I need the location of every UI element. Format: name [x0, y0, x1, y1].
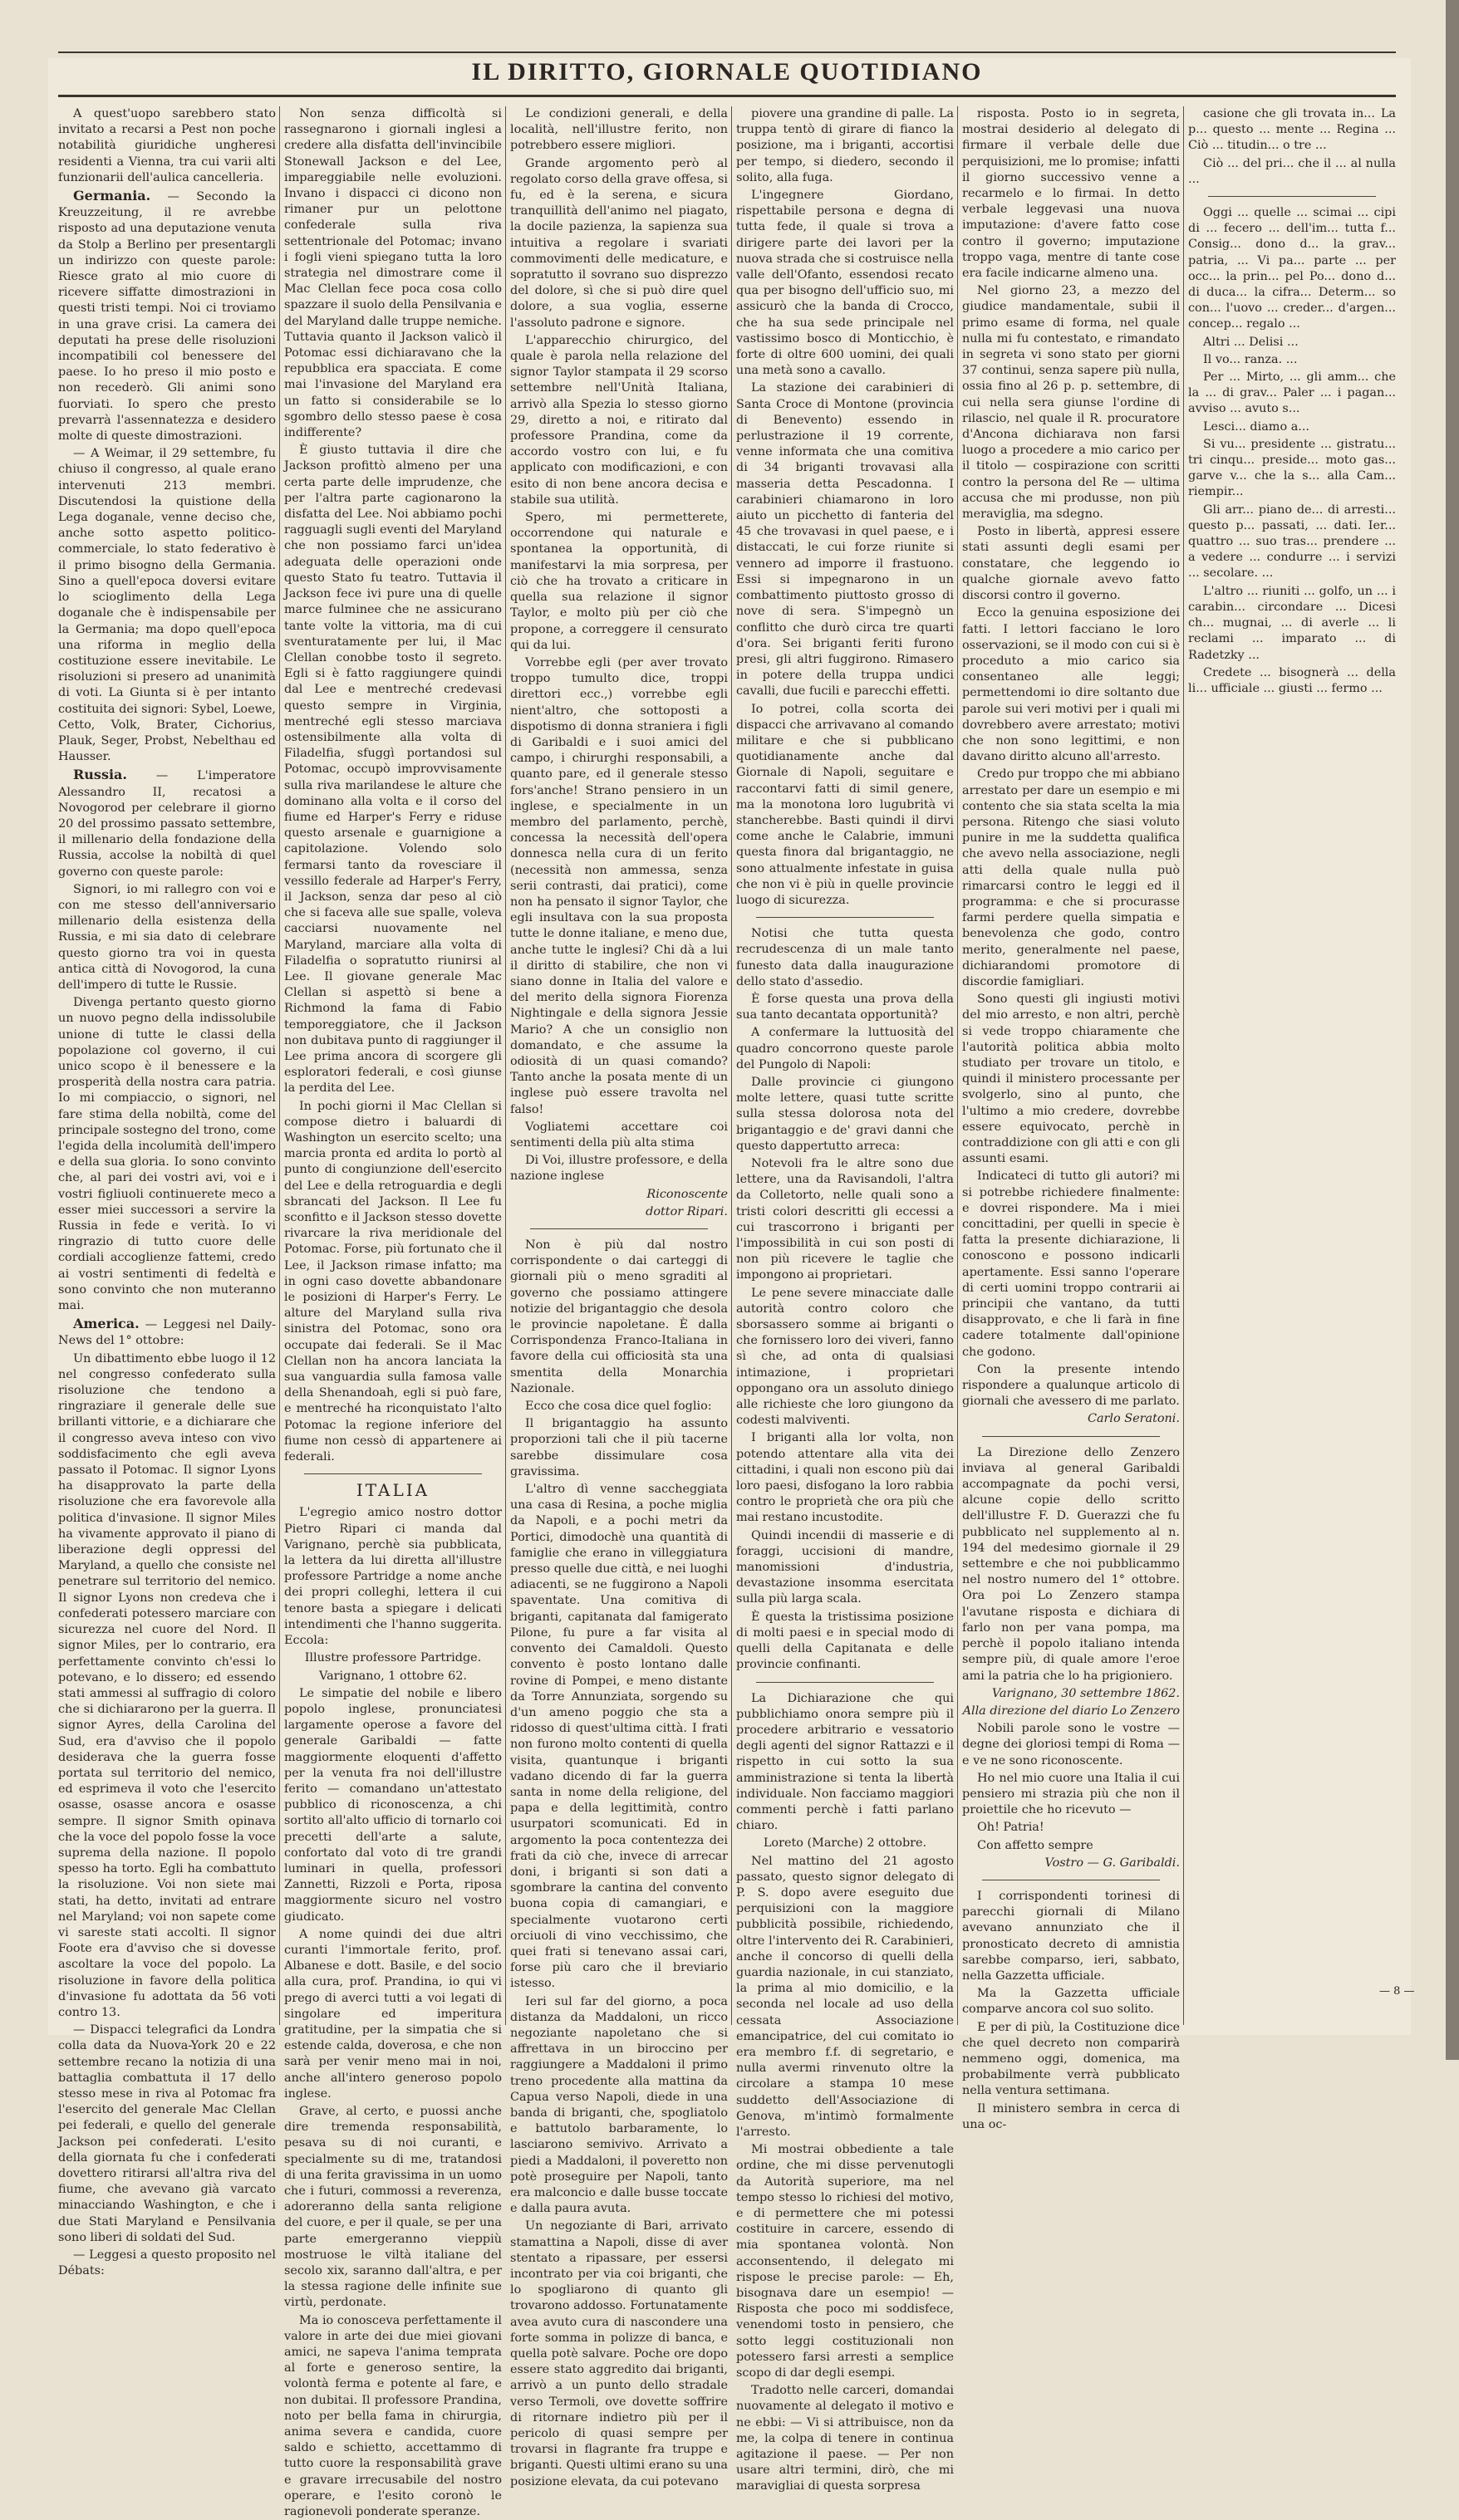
paragraph: Sono questi gli ingiusti motivi del mio arresto, e non altri, perchè si vede troppo chiaramente che l'autorità politica abbia molto studiato per trovare un titolo, e quindi il ministero processante per svolgerlo, sino al punto, che l'ultimo a mio credere, dovrebbe essere equivocato, perchè in contraddizione con gli atti e con gli assunti esami.	[962, 993, 1180, 1166]
paragraph: Oh! Patria!	[977, 1821, 1044, 1835]
section-title-italia: ITALIA	[356, 1480, 430, 1501]
paragraph: Posto in libertà, appresi essere stati assunti degli esami per constatare, che leggendo io qualche giornale avevo fatto discorsi contro il governo.	[962, 525, 1180, 603]
paragraph-text: — Leggesi nel Daily-News del 1° ottobre:	[58, 1318, 276, 1348]
paragraph: Lesci... diamo a...	[1203, 419, 1309, 434]
section-rule	[1208, 196, 1376, 197]
paragraph: È forse questa una prova della sua tanto decantata opportunità?	[736, 992, 954, 1022]
paragraph: A confermare la luttuosità del quadro concorrono queste parole del Pungolo di Napoli:	[736, 1026, 954, 1071]
column-divider	[279, 106, 280, 2025]
paragraph: L'altro dì venne saccheggiata una casa di Resina, a poche miglia da Napoli, e a pochi metri da Portici, dimodochè una quantità di famiglie che erano in villeggiatura presso quelle due città, e nei luoghi adiacenti, se ne fuggirono a Napoli spaventate. Una comitiva di briganti, capitanata dal famigerato Pilone, fu pure a far visita al convento dei Camaldoli. Questo convento è posto lontano dalle rovine di Pompei, e meno distante da Torre Annunziata, sorgendo su d'un ameno poggio che sta a ridosso di quest'ultima città. I frati non furono molto contenti di quella visita, quantunque i briganti vadano dicendo di far la guerra santa in nome della religione, del papa e della legittimità, contro usurpatori scomunicati. Ed in argomento la poca contentezza dei frati da ciò che, invece di arrecar doni, i briganti si son dati a sgombrare la cantina del convento buona copia di camangiari, e specialmente vuotarono certi orciuoli di vino vecchissimo, che quei frati si tenevano assai cari, forse più caro che il breviario istesso.	[510, 1483, 728, 1991]
masthead-title: IL DIRITTO, GIORNALE QUOTIDIANO	[471, 58, 983, 86]
masthead-rule-bottom	[58, 95, 1396, 97]
paragraph: I corrispondenti torinesi di parecchi giornali di Milano avevano annunziato che il pronosticato decreto di amnistia sarebbe comparso, ieri, sabbato, nella Gazzetta ufficiale.	[962, 1889, 1180, 1983]
paragraph: Nobili parole sono le vostre — degne dei gloriosi tempi di Roma — e ve ne sono riconoscente.	[962, 1722, 1180, 1767]
paragraph: Credete ... bisognerà ... della li... ufficiale ... giusti ... fermo ...	[1188, 665, 1396, 695]
paragraph: Grande argomento però al regolato corso della grave offesa, si fu, ed è la serena, e sicura tranquillità dell'animo nel piagato, la docile pazienza, la sapienza sua intuitiva a regolare i svariati commovimenti delle medicature, e sopratutto il sovrano suo disprezzo del dolore, sì che si può dire quel dolore, a sua voglia, esserne l'assoluto padrone e signore.	[510, 156, 728, 330]
binding-edge-shadow	[1446, 0, 1459, 2060]
paragraph: Spero, mi permetterete, occorrendone qui naturale e spontanea la opportunità, di manifestarvi la mia sorpresa, per ciò che ha trovato a criticare in quella sua relazione il signor Taylor, e molto più per ciò che propone, a correggere il censurato qui da lui.	[510, 511, 728, 652]
section-rule	[530, 1228, 708, 1229]
paragraph: I briganti alla lor volta, non potendo attentare alla vita dei cittadini, i quali non escono più dai loro paesi, disfogano la loro rabbia contro le proprietà che ora più che mai restano incustodite.	[736, 1431, 954, 1525]
paragraph: Si vu... presidente ... gistratu... tri cinqu... preside... moto gas... garve v... che la s... alla Cam... riempir...	[1188, 437, 1396, 499]
paragraph: Credo pur troppo che mi abbiano arrestato per dare un esempio e mi contento che sia stata scelta la mia persona. Ritengo che siasi voluto punire in me la suddetta qualifica che avevo nella associazione, negli atti della quale nulla può rimarcarsi contro le leggi ed il programma: e che si procurasse farmi perdere quella simpatia e benevolenza che godo, contro merito, generalmente nel paese, dichiarandomi promotore di discordie famigliari.	[962, 767, 1180, 988]
paragraph: Notisi che tutta questa recrudescenza di un male tanto funesto data dalla inaugurazione dello stato d'assedio.	[736, 927, 954, 988]
paragraph-text: — Secondo la Kreuzzeitung, il re avrebbe risposto ad una deputazione venuta da Stolp a Berlino per presentargli un indirizzo con queste parole: Riesce grato al mio cuore di ricevere siffatte dimostrazioni in questi tristi tempi. Noi ci troviamo in una grave crisi. La camera dei deputati ha prese delle risoluzioni incompatibili col benessere del paese. Io ho preso il mio posto e non recederò. Gli animi sono fuorviati. Io spero che presto prevarrà l'assennatezza e desidero molte di queste dimostrazioni.	[58, 190, 277, 444]
dateline: Loreto (Marche) 2 ottobre.	[763, 1836, 927, 1851]
paragraph: Le pene severe minacciate dalle autorità contro coloro che sborsassero somme ai briganti o che fornissero loro dei viveri, fanno sì che, ad onta di qualsiasi intimazione, i proprietari oppongano ora un assoluto diniego alle richieste che loro giungono da codesti malviventi.	[736, 1286, 954, 1428]
column-1	[58, 106, 277, 2278]
paragraph: Ieri sul far del giorno, a poca distanza da Maddaloni, un ricco negoziante napoletano che si affrettava in un biroccino per raggiungere a Maddaloni il primo treno procedente alla mattina da Capua verso Napoli, diede in una banda di briganti, che, spogliatolo e battutolo barbaramente, lo lasciarono semivivo. Arrivato a piedi a Maddaloni, il poveretto non potè proseguire per Napoli, tanto era malconcio e dalle busse toccate e dalla paura avuta.	[510, 1994, 728, 2216]
paragraph: Tradotto nelle carceri, domandai nuovamente al delegato il motivo e ne ebbi: — Vi si attribuisce, non da me, la colpa di tenere in continua agitazione il paese. — Per non usare altri termini, dirò, che mi maravigliai di questa sorpresa	[736, 2384, 954, 2493]
column-divider	[957, 106, 958, 2025]
section-rule	[756, 917, 934, 918]
section-rule	[982, 1436, 1160, 1437]
letter-dateline: Varignano, 1 ottobre 62.	[319, 1669, 467, 1683]
page-number: — 8 —	[1379, 1985, 1415, 1998]
paragraph: Per ... Mirto, ... gli amm... che la ... di grav... Paler ... i pagan... avviso ... avuto s...	[1188, 370, 1396, 416]
paragraph: Ecco la genuina esposizione dei fatti. I lettori facciano le loro osservazioni, se il modo con cui si è proceduto a mio carico sia consentaneo alle leggi; permettendomi io dire soltanto due parole sui veri motivi per i quali mi dovrebbero avere arrestato; motivi che non sono legittimi, e non davano diritto alcuno all'arresto.	[962, 606, 1180, 764]
paragraph: È giusto tuttavia il dire che Jackson profittò almeno per una certa parte delle imprudenze, che per l'altra parte cagionarono la disfatta del Lee. Noi abbiamo pochi ragguagli sugli eventi del Maryland che non possiamo farci un'idea adeguata delle operazioni onde questo Stato fu teatro. Tuttavia il Jackson fece ivi pure una di quelle marce fulminee che ne assicurano tante volte la vittoria, ma di cui sventuratamente per lui, il Mac Clellan conobbe tosto il segreto. Egli si è fatto raggiungere quindi dal Lee e mentreché credevasi questo sempre in Virginia, mentreché egli stesso marciava ostensibilmente alla volta di Filadelfia, sfuggì portandosi sul Potomac, occupò improvvisamente sulla riva marilandese le alture che dominano alla volta e il corso del fiume ed Harper's Ferry e riduse questo arsenale e guarnigione a capitolazione. Volendo solo fermarsi tanto da rovesciare il vessillo federale ad Harper's Ferry, il Jackson, senza dar peso al ciò che si faceva alle sue spalle, voleva cacciarsi nuovamente nel Maryland, marciare alla volta di Filadelfia o sopratutto riunirsi al Lee. Il giovane generale Mac Clellan si aspettò si bene a Richmond la fama di Fabio temporeggiatore, che il Jackson non dubitava punto di raggiunger il Lee prima ancora di scorgere gli esploratori federali, e così giunse la perdita del Lee.	[284, 444, 502, 1096]
paragraph: Ma io conosceva perfettamente il valore in arte dei due miei giovani amici, ne sapeva l'anima temprata al forte e generoso sentire, la volontà ferma e potente al fare, e non dubitai. Il professore Prandina, noto per bella fama in chirurgia, anima severa e candida, cuore saldo e schietto, accettammo di tutto cuore la responsabilità grave e gravare irrecusabile del nostro operare, e l'esito coronò le ragionevoli ponderate speranze.	[284, 2313, 502, 2519]
paragraph: In pochi giorni il Mac Clellan si compose dietro i baluardi di Washington un esercito scelto; una marcia pronta ed ardita lo portò al punto di congiunzione dell'esercito del Lee e della retroguardia e degli sbrancati del Jackson. Il Lee fu sconfitto e il Jackson stesso dovette rivarcare la riva meridionale del Potomac. Forse, più fortunato che il Lee, il Jackson rimase infatto; ma in ogni caso dovette abbandonare le posizioni di Harper's Ferry. Le alture del Maryland sulla riva sinistra del Potomac, sono ora occupate dai federali. Se il Mac Clellan non ha ancora lanciata la sua vanguardia sulla famosa valle della Shenandoah, egli si può fare, e mentreché ha riconquistato l'alto Potomac la regione inferiore del fiume non cessò di appartenere ai federali.	[284, 1099, 502, 1464]
paragraph: casione che gli trovata in... La p... questo ... mente ... Regina ... Ciò ... titudin... o tre ...	[1188, 107, 1396, 153]
paragraph: La Direzione dello Zenzero inviava al general Garibaldi accompagnate da pochi versi, alcune copie dello scritto dell'illustre F. D. Guerazzi che fu pubblicato nel supplemento al n. 194 del medesimo giornale il 29 settembre e che noi pubblicammo nel nostro numero del 1° ottobre. Ora poi Lo Zenzero stampa l'avutane risposta e dichiara di farlo non per vana pompa, ma perchè il popolo italiano intenda sempre più, di quale amore l'eroe ami la patria che lo ha prigioniero.	[962, 1445, 1180, 1683]
letter-salutation: Illustre professore Partridge.	[304, 1651, 482, 1665]
paragraph: Le condizioni generali, e della località, nell'illustre ferito, non potrebbero essere migliori.	[510, 107, 728, 153]
paragraph: — Leggesi a questo proposito nel Débats:	[58, 2248, 276, 2278]
paragraph: Grave, al certo, e puossi anche dire tremenda responsabilità, pesava su di noi curanti, e specialmente su di me, tratandosi di una ferita gravissima in un uomo che i futuri, commossi a reverenza, adoreranno della santa religione del cuore, e per il quale, se per una parte emergeranno vieppiù mostruose le viltà italiane del secolo xix, saranno dall'altra, e per la stessa ragione delle infinite sue virtù, perdonate.	[284, 2104, 502, 2310]
column-4	[736, 106, 954, 2493]
paragraph: Il ministero sembra in cerca di una oc-	[962, 2101, 1180, 2131]
paragraph: La stazione dei carabinieri di Santa Croce di Montone (provincia di Benevento) essendo in perlustrazione il 19 corrente, venne informata che una comitiva di 34 briganti trovavasi alla masseria detta Pescadonna. I carabinieri chiamarono in loro aiuto un picchetto di fanteria del 45 che trovavasi in quel paese, e i distaccati, le cui forze riunite si vennero ad imporre il frastuono. Essi si impegnarono in un combattimento piuttosto grosso di nove di sera. S'impegnò un conflitto che durò circa tre quarti d'ora. Sei briganti feriti furono presi, gli altri fuggirono. Rimasero in potere della truppa undici cavalli, due fucili e parecchi effetti.	[736, 381, 954, 699]
paragraph: L'apparecchio chirurgico, del quale è parola nella relazione del signor Taylor stampata il 29 scorso settembre nell'Unità Italiana, arrivò alla Spezia lo stesso giorno 29, diretto a noi, e ritirato dal professore Prandina, come da accordo vostro con lui, e fu applicato con modificazioni, e con esito di non bene ancora decisa e stabile sua utilità.	[510, 333, 728, 507]
paragraph: Mi mostrai obbediente a tale ordine, che mi disse pervenutogli da Autorità superiore, ma nel tempo stesso lo richiesi del motivo, e di permettere che mi potessi costituire in carcere, essendo di mia spontanea volontà. Non acconsentendo, il delegato mi rispose le precise parole: — Eh, bisognava dare un esempio! — Risposta che poco mi soddisfece, venendomi tosto in pensiero, che sotto leggi costituzionali non potessero farsi arresti a semplice scopo di dar degli esempi.	[736, 2143, 954, 2380]
paragraph: Nel mattino del 21 agosto passato, questo signor delegato di P. S. dopo avere eseguito due perquisizioni con la maggiore pubblicità possibile, richiedendo, oltre l'intervento dei R. Carabinieri, anche il concorso di quelli della guardia nazionale, in cui stanziato, la prima al mio domicilio, e la seconda nel locale ad uso della cessata Associazione emancipatrice, del cui comitato io era membro f.f. di segretario, e nulla avermi rinvenuto oltre la circolare a stampa 10 mese suddetto dell'Associazione di Genova, m'intimò formalmente l'arresto.	[736, 1854, 954, 2139]
column-divider	[505, 106, 506, 2025]
paragraph	[58, 767, 276, 880]
paragraph: Un negoziante di Bari, arrivato stamattina a Napoli, disse di aver stentato a ripassare, per essersi incontrato per via coi briganti, che lo spogliarono di quanto gli trovarono addosso. Fortunatamente avea avuto cura di nascondere una forte somma in polizze di banca, e quella potè salvare. Poche ore dopo essere stato aggredito dai briganti, arrivò a un punto dello stradale verso Termoli, ove dovette soffrire di ritornare indietro più per il pericolo di quasi sempre per trovarsi in flagrante fra truppe e briganti. Questi ultimi erano su una posizione elevata, da cui potevano	[510, 2219, 728, 2488]
paragraph: E per di più, la Costituzione dice che quel decreto non comparirà nemmeno oggi, domenica, ma probabilmente verrà pubblicato nella ventura settimana.	[962, 2020, 1180, 2098]
paragraph: Con affetto sempre	[977, 1838, 1093, 1852]
paragraph: Oggi ... quelle ... scimai ... cipi di ... fecero ... dell'im... tutta f... Consig... dono d... la grav... patria, ... Vi pa... parte ... per occ... la prin... pel Po... dono d... di duca... la cifra... Determ... so con... l'uovo ... creder... d'argen... concep... regalo ...	[1188, 206, 1396, 331]
paragraph: Il vo... ranza. ...	[1203, 352, 1298, 366]
paragraph: Dalle provincie ci giungono molte lettere, quasi tutte scritte sulla stessa dolorosa nota del brigantaggio e de' gravi danni che questo dappertutto arreca:	[736, 1075, 954, 1153]
paragraph: È questa la tristissima posizione di molti paesi e in special modo di quelli della Capitanata e delle provincie confinanti.	[736, 1610, 954, 1672]
paragraph	[58, 1316, 276, 1349]
section-rule	[756, 1682, 934, 1683]
section-title-russia: Russia.	[73, 767, 127, 783]
paragraph: Un dibattimento ebbe luogo il 12 nel congresso confederato sulla risoluzione che tendono a ringraziare il generale delle sue brillanti vittorie, e a dichiarare che il congresso aveva inteso con vivo soddisfacimento che egli aveva passato il Potomac. Il signor Lyons ha disapprovato la parte della risoluzione che era favorevole alla politica d'invasione. Il signor Miles ha vivamente approvato il piano di liberazione degli oppressi del Maryland, a quello che consiste nel penetrare sul territorio del nemico. Il signor Lyons non credeva che i confederati potessero marciare con sicurezza nel cuore del Nord. Il signor Miles, per lo contrario, era perfettamente convinto ch'essi lo potevano, e lo dissero; ed essendo stati ammessi al suffragio di coloro che si dichiararono per la guerra. Il signor Ayres, della Carolina del Sud, era d'avviso che il popolo desiderava che la guerra fosse portata sul territorio del nemico, ed esprimeva il voto che l'esercito osasse, osasse ancora e osasse sempre. Il signor Smith opinava che la voce del popolo fosse la voce suprema della nazione. Il popolo spesso ha torto. Egli ha combattuto la risoluzione. Voi non siete mai stati, ha detto, invitati ad entrare nel Maryland; voi non sapete come vi sareste stati accolti. Il signor Foote era d'avviso che si dovesse ascoltare la voce del popolo. La risoluzione in favore della politica d'invasione fu adottata da 56 voti contro 13.	[58, 1351, 276, 2019]
signature-name: Vostro — G. Garibaldi.	[1044, 1856, 1180, 1870]
signature-closing: Riconoscente	[646, 1187, 728, 1201]
paragraph	[58, 188, 276, 444]
paragraph: — A Weimar, il 29 settembre, fu chiuso il congresso, al quale erano intervenuti 213 membri. Discutendosi la quistione della Lega doganale, venne deciso che, anche sotto aspetto politico-commerciale, lo stato federativo è il primo bisogno della Germania. Sino a quell'epoca doversi evitare lo scioglimento della Lega doganale che è indispensabile per la Germania; ma dopo quell'epoca una riforma in meglio della costituzione essere inevitabile. Le risoluzioni si presero ad unanimità di voti. La Giunta si è per intanto costituita dei signori: Sybel, Loewe, Cetto, Volk, Brater, Cichorius, Plauk, Seger, Probst, Nebelthau ed Hausser.	[58, 447, 276, 764]
section-rule	[304, 1473, 482, 1474]
paragraph: La Dichiarazione che qui pubblichiamo onora sempre più il procedere arbitrario e vessatorio degli agenti del signor Rattazzi e il rispetto in cui sotto la sua amministrazione si tenta la libertà individuale. Non facciamo maggiori commenti perchè i fatti parlano chiaro.	[736, 1691, 954, 1833]
column-2	[284, 106, 502, 2519]
paragraph: risposta. Posto io in segreta, mostrai desiderio al delegato di firmare il verbale delle due perquisizioni, me lo promise; infatti il giorno successivo venne a recarmelo e lo firmai. In detto verbale leggevasi una nuova imputazione: d'avere fatto cose contro il governo; imputazione troppo vaga, mentre di tante cose era facile indicarne almeno una.	[962, 107, 1180, 281]
paragraph: Indicateci di tutto gli autori? mi si potrebbe richiedere finalmente: e dovrei rispondere. Ma i miei concittadini, per quelli in specie è fatta la presente dichiarazione, li conoscono e possono indicarli apertamente. Essi sanno l'operare di certi uomini troppo contrarii ai principii che vantano, da tutti disapprovato, e che li farà in fine cadere totalmente dall'opinione che godono.	[962, 1169, 1180, 1359]
paragraph: Non è più dal nostro corrispondente o dai carteggi di giornali più o meno sgraditi al governo che possiamo attingere notizie del brigantaggio che desola le provincie napoletane. È dalla Corrispondenza Franco-Italiana in favore della cui officiosità sta una smentita della Monarchia Nazionale.	[510, 1238, 728, 1395]
column-6-cropped	[1188, 106, 1396, 2025]
letter-salutation: Alla direzione del diario Lo Zenzero	[962, 1704, 1180, 1718]
paragraph: Ciò ... del pri... che il ... al nulla ...	[1188, 156, 1396, 186]
signature-name: dottor Ripari.	[646, 1204, 728, 1218]
paragraph: Vorrebbe egli (per aver trovato troppo tumulto dice, troppi direttori ecc.,) vorrebbe egli nient'altro, che sottoposti a dispotismo di donna straniera i figli di Garibaldi e i suoi amici del campo, i chirurghi responsabili, a quanto pare, ed il generale stesso fors'anche! Strano pensiero in un inglese, e specialmente in un membro del parlamento, perchè, concessa la necessità dell'opera donnesca nella cura di un ferito (necessità non ammessa, senza serii contrasti, dai pratici), come non ha pensato il signor Taylor, che egli insultava con la sua proposta tutte le donne italiane, e meno due, anche tutte le inglesi? Chi dà a lui il diritto di stabilire, che non vi siano donne in Italia del valore e del merito della signora Fiorenza Nightingale e della signora Jessie Mario? A che un consiglio non domandato, e che assume la odiosità di un quasi comando? Tanto anche la posata mente di un inglese può essere travolta nel falso!	[510, 655, 728, 1116]
section-title-germania: Germania.	[73, 188, 151, 204]
paragraph: Ma la Gazzetta ufficiale comparve ancora col suo solito.	[962, 1987, 1180, 2017]
column-divider	[731, 106, 732, 2025]
paragraph: Quindi incendii di masserie e di foraggi, uccisioni di mandre, manomissioni d'industria, devastazione insomma esercitata sulla più larga scala.	[736, 1528, 954, 1606]
paragraph: piovere una grandine di palle. La truppa tentò di girare di fianco la posizione, ma i briganti, accortisi per tempo, si diedero, secondo il solito, alla fuga.	[736, 107, 954, 184]
paragraph: Il brigantaggio ha assunto proporzioni tali che il più tacerne sarebbe dissimulare cosa gravissima.	[510, 1417, 728, 1478]
paragraph: Nel giorno 23, a mezzo del giudice mandamentale, subii il primo esame di forma, nel quale nulla mi fu contestato, e rimandato in segreta vi sono stato per giorni 37 continui, senza sapere più nulla, ossia fino al 26 p. p. settembre, di cui nella sera giunse l'ordine di rilascio, nel quale il R. procuratore d'Ancona dichiarava non farsi luogo a procedere a mio carico per il titolo — cospirazione con scritti contro la persona del Re — ultima accusa che mi produsse, non più meraviglia, ma sdegno.	[962, 284, 1180, 522]
paragraph-text: — L'imperatore Alessandro II, recatosi a Novogorod per celebrare il giorno 20 del prossimo passato settembre, il millenario della fondazione della Russia, accolse la nobiltà di quel governo con queste parole:	[58, 769, 276, 879]
paragraph: Divenga pertanto questo giorno un nuovo pegno della indissolubile unione di tutte le classi della popolazione col governo, il cui unico scopo è il benessere e la prosperità della nostra cara patria. Io mi compiaccio, o signori, nel fare stima della nobiltà, come del principale sostegno del trono, come l'egida della incolumità dell'impero e della sua gloria. Io sono convinto che, al pari dei vostri avi, voi e i vostri figliuoli continuerete meco a esser miei successori a servire la Russia in fede e verità. Io vi ringrazio di tutto cuore delle cordiali accoglienze fattemi, credo ai vostri sentimenti di fedeltà e sono convinto che non muteranno mai.	[58, 996, 276, 1313]
paragraph: Ecco che cosa dice quel foglio:	[525, 1400, 712, 1414]
paragraph: L'egregio amico nostro dottor Pietro Ripari ci manda dal Varignano, perchè sia pubblicata, la lettera da lui diretta all'illustre professore Partridge a nome anche dei propri colleghi, lettera il cui tenore basta a spiegare i delicati intendimenti che l'hanno suggerita. Eccola:	[284, 1506, 502, 1648]
paragraph: Gli arr... piano de... di arresti... questo p... passati, ... dati. Ier... quattro ... suo tras... prendere ... a vedere ... condurre ... i servizi ... secolare. ...	[1188, 503, 1396, 581]
column-3	[510, 106, 728, 2488]
paragraph: Di Voi, illustre professore, e della nazione inglese	[510, 1154, 728, 1184]
paragraph: Non senza difficoltà si rassegnarono i giornali inglesi a credere alla disfatta dell'invincibile Stonewall Jackson e del Lee, impareggiabile nelle evoluzioni. Invano i dispacci ci dicono non rimaner pur un pelottone confederale sulla riva settentrionale del Potomac; invano i fogli vieni spiegano tutta la loro strategia nel dimostrare come il Mac Clellan fece poca cosa collo spazzare il suolo della Pensilvania e del Maryland dalle truppe nemiche. Tuttavia quanto il Jackson valicò il Potomac essi dichiaravano che la repubblica era spacciata. E come mai l'invasione del Maryland era un fatto si considerabile se lo sgombro dello stesso paese è cosa indifferente?	[284, 107, 502, 440]
paragraph: L'altro ... riuniti ... golfo, un ... i carabin... circondare ... Dicesi ch... mugnai, ... di averle ... li reclami ... imparato ... di Radetzky ...	[1188, 584, 1396, 662]
paragraph: Signori, io mi rallegro con voi e con me stesso dell'anniversario millenario della esistenza della Russia, e mi sia dato di celebrare questo giorno tra voi in questa antica città di Novogorod, la cuna dell'impero di tutte le Russie.	[58, 882, 276, 992]
paragraph: L'ingegnere Giordano, rispettabile persona e degna di tutta fede, il quale si trova a dirigere parte dei lavori per la nuova strada che si costruisce nella valle dell'Ofanto, essendosi recato qua per bisogno dell'ufficio suo, mi assicurò che la banda di Crocco, che ha sua sede principale nel vastissimo bosco di Monticchio, è forte di oltre 600 uomini, dei quali una metà sono a cavallo.	[736, 189, 954, 378]
signature-name: Carlo Seratoni.	[1087, 1412, 1180, 1426]
paragraph: Ho nel mio cuore una Italia il cui pensiero mi strazia più che non il proiettile che ho ricevuto —	[962, 1771, 1180, 1817]
paragraph: Vogliatemi accettare coi sentimenti della più alta stima	[510, 1120, 728, 1150]
dateline: Varignano, 30 settembre 1862.	[991, 1686, 1180, 1700]
column-divider	[1183, 106, 1184, 2025]
paragraph: Altri ... Delisi ...	[1203, 335, 1299, 349]
paragraph: A nome quindi dei due altri curanti l'immortale ferito, prof. Albanese e dott. Basile, e del socio alla cura, prof. Prandina, io qui vi prego di averci tutti a voi legati di singolare ed imperitura gratitudine, per la simpatia che si estende calda, doverosa, e che non sarà per venir meno mai in noi, anche all'intero generoso popolo inglese.	[284, 1927, 502, 2101]
paragraph: Le simpatie del nobile e libero popolo inglese, pronunciatesi largamente operose a favore del generale Garibaldi — fatte maggiormente eloquenti d'affetto per la venuta fra noi dell'illustre ferito — comandano un'attestato pubblico di riconoscenza, a chi sortito all'alto ufficio di tornarlo coi precetti dell'arte a salute, confortato dal voto di tre grandi luminari in quella, professori Zannetti, Rizzoli e Porta, riposa maggiormente sicuro nel vostro giudicato.	[284, 1686, 502, 1924]
masthead-rule-top	[58, 51, 1396, 53]
paragraph: Notevoli fra le altre sono due lettere, una da Ravisandoli, l'altra da Colletorto, nelle quali sono a tristi colori descritti gli eccessi a cui trascorrono i briganti per l'impossibilità in cui son posti di non più ricevere le taglie che impongono ai proprietari.	[736, 1157, 954, 1282]
paragraph: — Dispacci telegrafici da Londra colla data da Nuova-York 20 e 22 settembre recano la notizia di una battaglia combattuta il 17 dello stesso mese in riva al Potomac fra l'esercito del generale Mac Clellan pei federali, e quello del generale Jackson pei confederati. L'esito della giornata fu che i confederati dovettero ritirarsi all'altra riva del fiume, che avevano già varcato minacciando Washington, e che i due Stati Maryland e Pensilvania sono liberi di soldati del Sud.	[58, 2023, 276, 2244]
paragraph: A quest'uopo sarebbero stato invitato a recarsi a Pest non poche notabilità giuridiche ungheresi residenti a Vienna, tra cui varii alti funzionarii dell'aulica cancelleria.	[58, 107, 276, 184]
paragraph: Io potrei, colla scorta dei dispacci che arrivavano al comando militare e che si pubblicano quotidianamente anche dal Giornale di Napoli, seguitare e raccontarvi fatti di simil genere, ma la monotona loro lugubrità vi stancherebbe. Basti quindi il dirvi come anche le Calabrie, immuni questa finora dal brigantaggio, ne sono attualmente infestate in guisa che non vi è più in quelle provincie luogo di sicurezza.	[736, 702, 954, 907]
section-title-america: America.	[73, 1316, 140, 1332]
paragraph: Con la presente intendo rispondere a qualunque articolo di giornali che avessero di me parlato.	[962, 1362, 1180, 1409]
column-5	[962, 106, 1180, 2131]
columns	[58, 106, 1396, 2519]
